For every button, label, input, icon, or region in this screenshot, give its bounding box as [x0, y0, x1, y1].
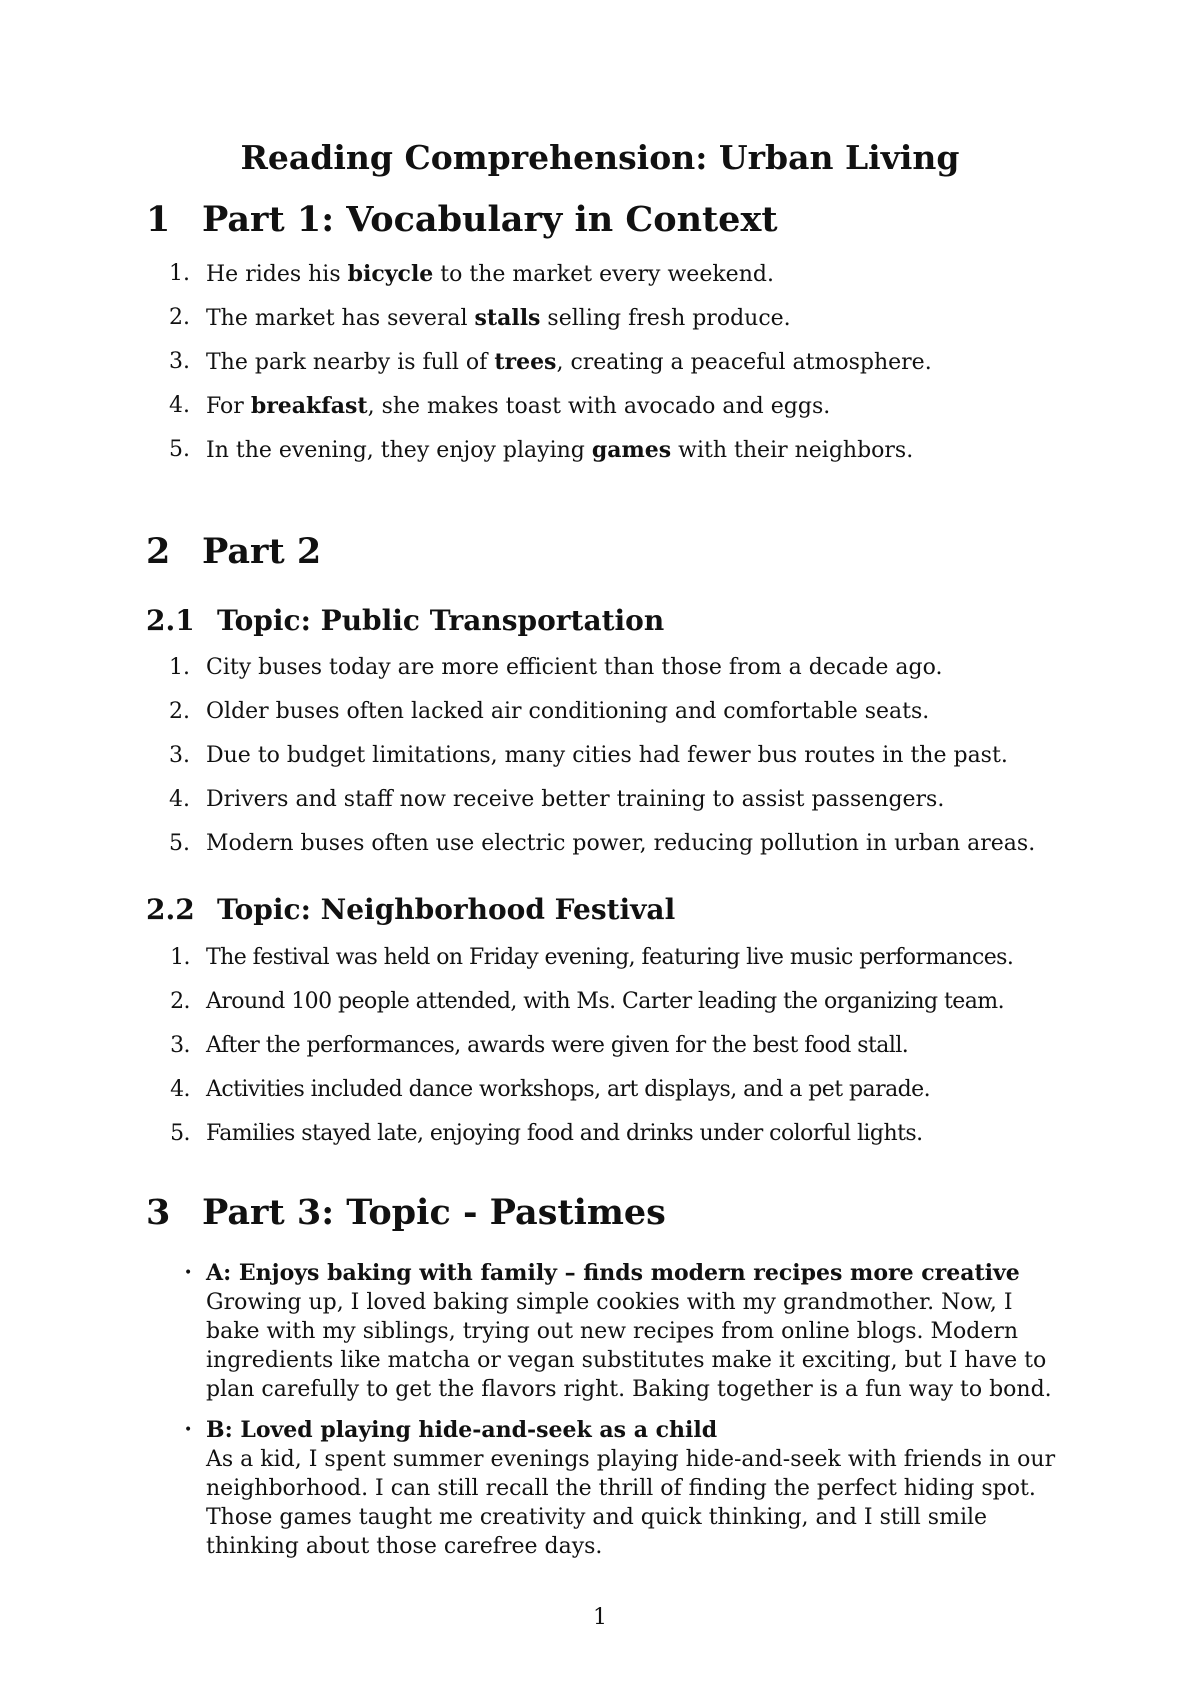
item-body: Growing up, I loved baking simple cookies with my grandmother. Now, I bake with my siblings, trying out new recipes from online blogs. Modern ingredients like matcha or vegan substitutes make it exciting, but I have to plan carefully to get the flavors right. Baking together is a fun way to bond.	[206, 1290, 1052, 1402]
list-item	[160, 646, 1035, 690]
item-text: The park nearby is full of	[206, 350, 495, 375]
list-item	[160, 296, 932, 340]
list-marker: 4.	[169, 787, 190, 812]
section-number: 3	[146, 1192, 171, 1233]
section-number: 1	[146, 199, 171, 240]
document-title: Reading Comprehension: Urban Living	[240, 138, 960, 177]
item-text: Activities included dance workshops, art displays, and a pet parade.	[206, 1077, 931, 1102]
item-text: Around 100 people attended, with Ms. Carter leading the organizing team.	[206, 989, 1005, 1014]
item-text: For	[206, 394, 251, 419]
list-item	[160, 778, 1035, 822]
subsection-title: Topic: Neighborhood Festival	[217, 893, 676, 926]
pastimes-list	[160, 1259, 1070, 1573]
bullet-icon: •	[184, 1265, 193, 1281]
vocabulary-word: bicycle	[347, 261, 434, 287]
list-marker: 2.	[169, 305, 190, 330]
item-text: The market has several	[206, 306, 475, 331]
list-marker: 1.	[169, 655, 190, 680]
list-marker: 5.	[169, 437, 190, 462]
section-heading-part-1	[146, 198, 777, 242]
item-text: The festival was held on Friday evening, featuring live music performances.	[206, 945, 1014, 970]
list-item	[160, 822, 1035, 866]
item-lead: A: Enjoys baking with family – finds modern recipes more creative	[206, 1260, 1020, 1286]
subsection-heading-2-1	[146, 603, 664, 639]
vocabulary-word: trees	[494, 349, 557, 375]
item-text: to the market every weekend.	[433, 262, 774, 287]
section-heading-part-2	[146, 530, 321, 574]
vocabulary-word: breakfast	[250, 393, 368, 419]
subsection-number: 2.2	[146, 893, 195, 926]
item-text: In the evening, they enjoy playing	[206, 438, 592, 463]
list-marker: 4.	[170, 1077, 190, 1102]
item-text: He rides his	[206, 262, 348, 287]
vocabulary-list	[160, 252, 932, 472]
item-text: Families stayed late, enjoying food and drinks under colorful lights.	[206, 1121, 923, 1146]
list-marker: 1.	[169, 261, 190, 286]
item-text: Due to budget limitations, many cities had fewer bus routes in the past.	[206, 743, 1008, 768]
item-lead: B: Loved playing hide-and-seek as a child	[206, 1417, 718, 1443]
item-text: selling fresh produce.	[540, 306, 791, 331]
section-heading-part-3	[146, 1191, 666, 1235]
transportation-list	[160, 646, 1035, 866]
item-text: Drivers and staff now receive better training to assist passengers.	[206, 787, 945, 812]
list-item	[160, 340, 932, 384]
section-title: Part 3: Topic - Pastimes	[202, 1192, 666, 1233]
list-item	[160, 1024, 1013, 1068]
item-body: As a kid, I spent summer evenings playing hide-and-seek with friends in our neighborhood. I can still recall the thrill of finding the perfect hiding spot. Those games taught me creativity and quick thinking, and I still smile thinking about those carefree days.	[206, 1447, 1056, 1559]
list-item	[160, 428, 932, 472]
list-marker: 3.	[169, 349, 190, 374]
list-item	[160, 1068, 1013, 1112]
list-item	[160, 690, 1035, 734]
list-item	[160, 980, 1013, 1024]
list-marker: 3.	[169, 743, 190, 768]
item-text: with their neighbors.	[671, 438, 914, 463]
festival-list	[160, 936, 1013, 1156]
vocabulary-word: stalls	[474, 305, 541, 331]
item-text: , she makes toast with avocado and eggs.	[367, 394, 831, 419]
list-marker: 1.	[170, 945, 190, 970]
list-item	[160, 384, 932, 428]
item-text: , creating a peaceful atmosphere.	[556, 350, 932, 375]
list-item	[160, 936, 1013, 980]
list-item	[160, 1416, 1070, 1561]
page-number: 1	[593, 1605, 607, 1630]
list-marker: 5.	[170, 1121, 190, 1146]
list-item	[160, 734, 1035, 778]
section-number: 2	[146, 531, 171, 572]
list-marker: 4.	[169, 393, 190, 418]
list-item	[160, 1259, 1070, 1404]
subsection-heading-2-2	[146, 892, 675, 928]
subsection-title: Topic: Public Transportation	[217, 604, 665, 637]
vocabulary-word: games	[591, 437, 672, 463]
list-item	[160, 1112, 1013, 1156]
section-title: Part 1: Vocabulary in Context	[202, 199, 778, 240]
item-text: Older buses often lacked air conditioning and comfortable seats.	[206, 699, 930, 724]
list-marker: 5.	[169, 831, 190, 856]
list-item	[160, 252, 932, 296]
subsection-number: 2.1	[146, 604, 195, 637]
list-marker: 2.	[170, 989, 190, 1014]
section-title: Part 2	[202, 531, 322, 572]
item-text: City buses today are more efficient than those from a decade ago.	[206, 655, 943, 680]
list-marker: 3.	[170, 1033, 190, 1058]
bullet-icon: •	[184, 1422, 193, 1438]
list-marker: 2.	[169, 699, 190, 724]
item-text: Modern buses often use electric power, reducing pollution in urban areas.	[206, 831, 1036, 856]
item-text: After the performances, awards were given for the best food stall.	[206, 1033, 909, 1058]
